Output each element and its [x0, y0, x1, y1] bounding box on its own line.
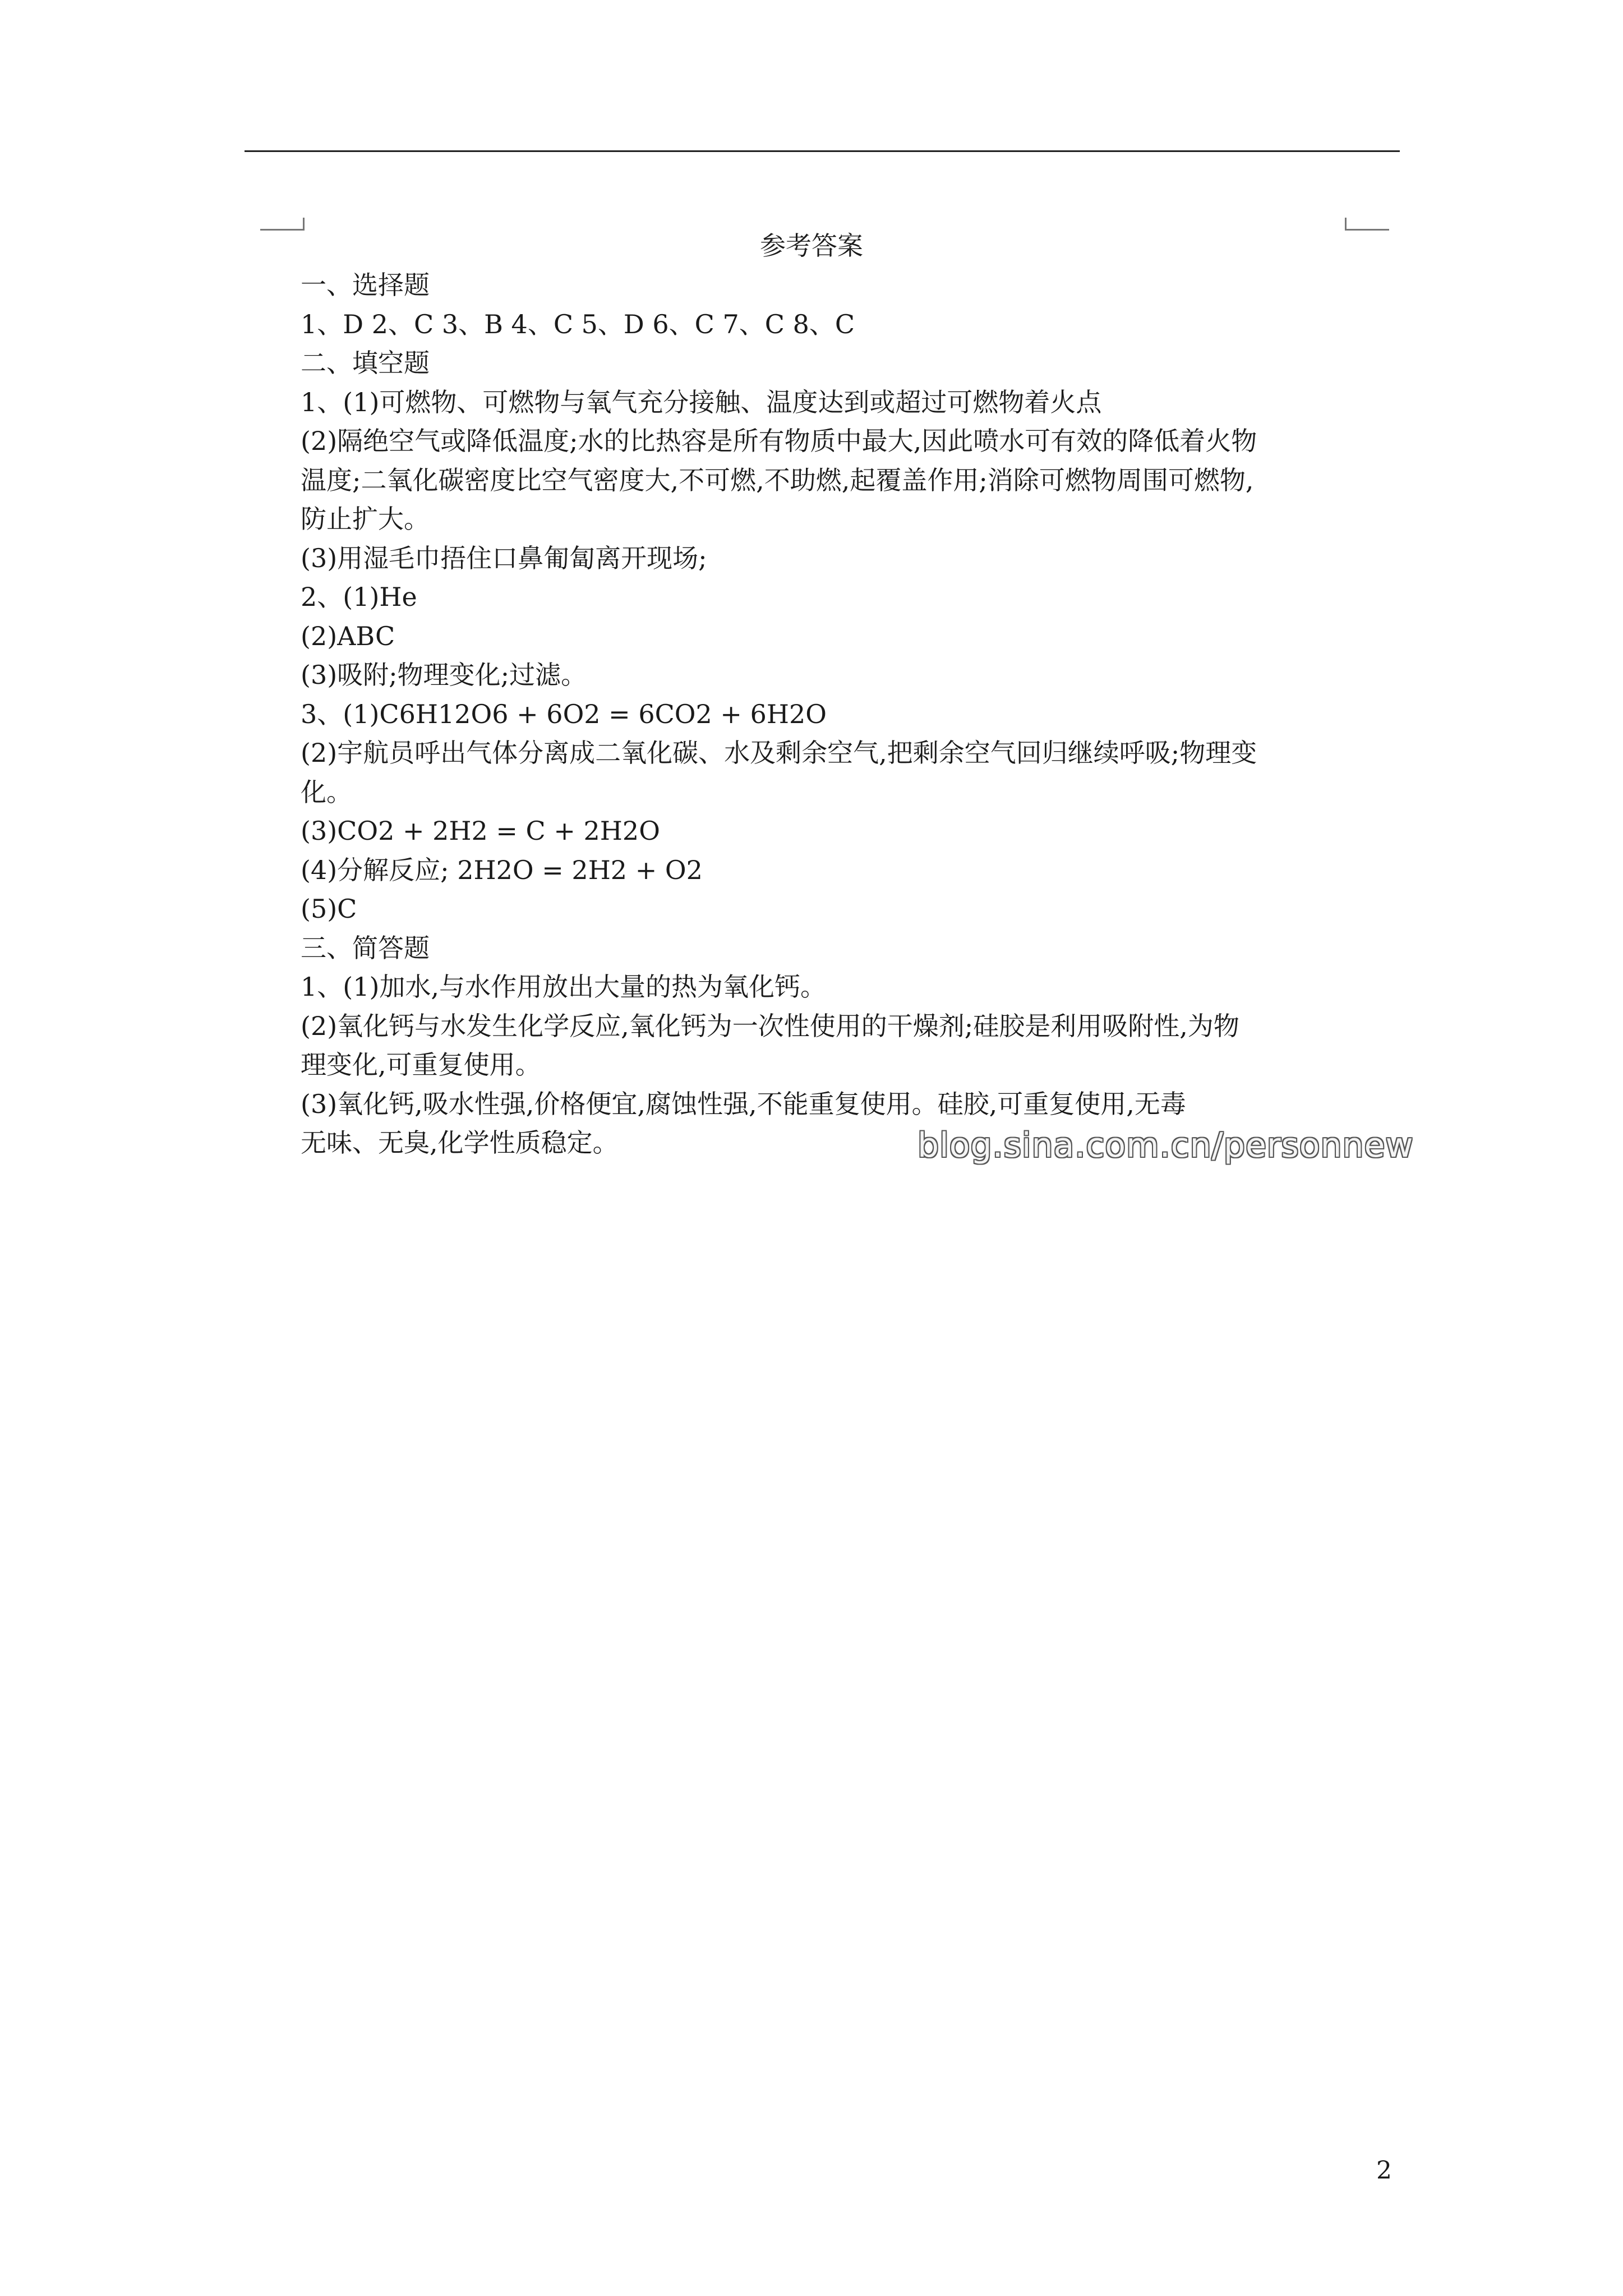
equation-line: (3)CO2 + 2H2 = C + 2H2O — [301, 816, 660, 846]
answer-line: (3)吸附;物理变化;过滤。 — [301, 660, 587, 690]
answer-line: (3)氧化钙,吸水性强,价格便宜,腐蚀性强,不能重复使用。硅胶,可重复使用,无毒 — [301, 1088, 1186, 1119]
answer-line: 温度;二氧化碳密度比空气密度大,不可燃,不助燃,起覆盖作用;消除可燃物周围可燃物, — [301, 464, 1254, 495]
section-heading-fill: 二、填空题 — [301, 348, 430, 378]
answer-line: (2)ABC — [301, 620, 395, 651]
answer-line: 化。 — [301, 776, 352, 807]
equation-line: (4)分解反应; 2H2O = 2H2 + O2 — [301, 854, 703, 885]
answer-line: 理变化,可重复使用。 — [301, 1050, 541, 1080]
page-number: 2 — [1376, 2156, 1392, 2185]
answer-line: 1、(1)加水,与水作用放出大量的热为氧化钙。 — [301, 972, 827, 1002]
answer-line: (5)C — [301, 894, 357, 924]
answer-line: 防止扩大。 — [301, 504, 430, 534]
section-heading-choice: 一、选择题 — [301, 270, 430, 300]
header-rule — [245, 150, 1400, 152]
answer-line: 无味、无臭,化学性质稳定。 — [301, 1128, 619, 1158]
blog-watermark: blog.sina.com.cn/personnew — [917, 1126, 1414, 1165]
answer-line: (2)隔绝空气或降低温度;水的比热容是所有物质中最大,因此喷水可有效的降低着火物 — [301, 426, 1257, 456]
choice-answers: 1、D 2、C 3、B 4、C 5、D 6、C 7、C 8、C — [301, 309, 855, 339]
answer-content — [301, 266, 1355, 1163]
answer-line: (2)宇航员呼出气体分离成二氧化碳、水及剩余空气,把剩余空气回归继续呼吸;物理变 — [301, 738, 1257, 768]
page-title: 参考答案 — [760, 231, 863, 261]
section-heading-short-answer: 三、简答题 — [301, 932, 430, 963]
answer-line: 2、(1)He — [301, 582, 417, 612]
answer-line: (2)氧化钙与水发生化学反应,氧化钙为一次性使用的干燥剂;硅胶是利用吸附性,为物 — [301, 1010, 1239, 1041]
answer-line: 1、(1)可燃物、可燃物与氧气充分接触、温度达到或超过可燃物着火点 — [301, 386, 1102, 417]
answer-line: (3)用湿毛巾捂住口鼻匍匐离开现场; — [301, 542, 707, 573]
equation-line: 3、(1)C6H12O6 + 6O2 = 6CO2 + 6H2O — [301, 698, 827, 729]
